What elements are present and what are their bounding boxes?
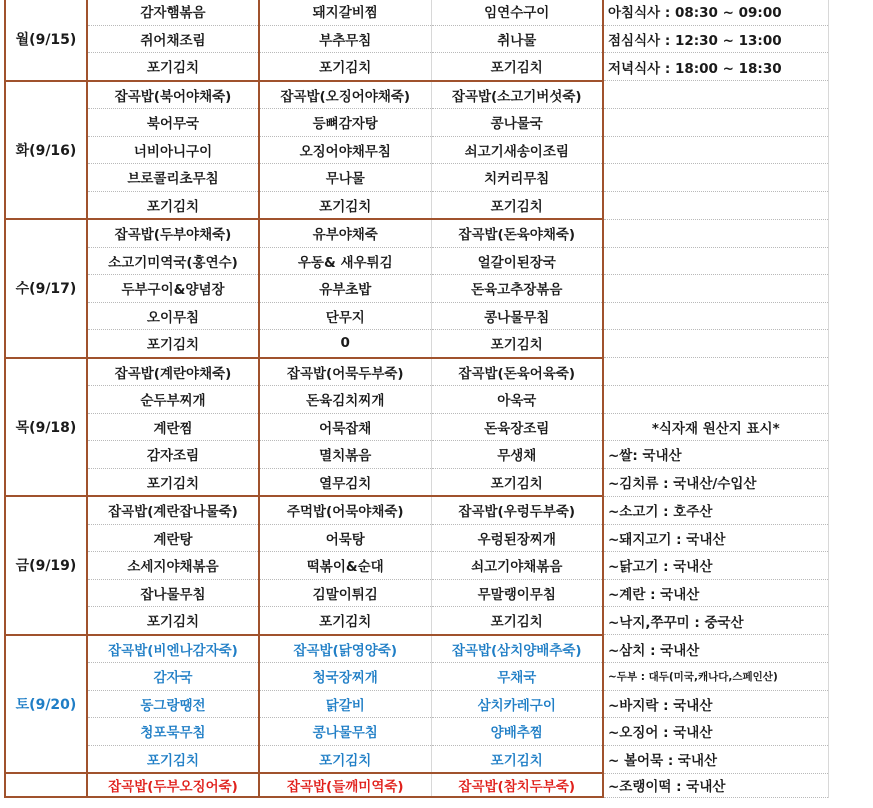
dinner-cell: 취나물 [431, 25, 603, 53]
origin-info: ~ 볼어묵 : 국내산 [603, 745, 828, 773]
dinner-cell: 돈육장조림 [431, 413, 603, 441]
day-label [5, 773, 87, 797]
empty-info-cell [603, 302, 828, 330]
dinner-cell: 무채국 [431, 663, 603, 691]
breakfast-cell: 소세지야채볶음 [87, 552, 259, 580]
breakfast-cell: 잡곡밥(두부야채죽) [87, 219, 259, 247]
lunch-cell: 포기김치 [259, 53, 431, 81]
empty-info-cell [603, 164, 828, 192]
breakfast-cell: 오이무침 [87, 302, 259, 330]
dinner-cell: 콩나물무침 [431, 302, 603, 330]
lunch-cell: 포기김치 [259, 191, 431, 219]
empty-info-cell [603, 275, 828, 303]
breakfast-cell: 두부구이&양념장 [87, 275, 259, 303]
table-row [5, 663, 828, 691]
table-row [5, 191, 828, 219]
origin-info: ~소고기 : 호주산 [603, 496, 828, 524]
dinner-cell: 포기김치 [431, 745, 603, 773]
lunch-cell: 돈육김치찌개 [259, 386, 431, 414]
meal-time-info: 점심식사 : 12:30 ~ 13:00 [603, 25, 828, 53]
breakfast-cell: 잡곡밥(비엔나감자죽) [87, 635, 259, 663]
dinner-cell: 포기김치 [431, 191, 603, 219]
table-row [5, 109, 828, 137]
day-label: 화(9/16) [5, 81, 87, 220]
breakfast-cell: 포기김치 [87, 191, 259, 219]
dinner-cell: 포기김치 [431, 330, 603, 358]
breakfast-cell: 브로콜리초무침 [87, 164, 259, 192]
lunch-cell: 어묵탕 [259, 524, 431, 552]
lunch-cell: 무나물 [259, 164, 431, 192]
weekly-meal-table [4, 0, 829, 798]
lunch-cell: 김말이튀김 [259, 579, 431, 607]
empty-info-cell [603, 191, 828, 219]
dinner-cell: 잡곡밥(삼치양배추죽) [431, 635, 603, 663]
origin-info: ~김치류 : 국내산/수입산 [603, 468, 828, 496]
breakfast-cell: 잡곡밥(계란야채죽) [87, 358, 259, 386]
dinner-cell: 쇠고기야채볶음 [431, 552, 603, 580]
lunch-cell: 어묵잡채 [259, 413, 431, 441]
breakfast-cell: 쥐어채조림 [87, 25, 259, 53]
dinner-cell: 무생채 [431, 441, 603, 469]
table-row [5, 358, 828, 386]
meal-time-info: 아침식사 : 08:30 ~ 09:00 [603, 0, 828, 25]
lunch-cell: 잡곡밥(들깨미역죽) [259, 773, 431, 797]
origin-info: ~돼지고기 : 국내산 [603, 524, 828, 552]
breakfast-cell: 청포묵무침 [87, 718, 259, 746]
dinner-cell: 잡곡밥(소고기버섯죽) [431, 81, 603, 109]
table-row [5, 0, 828, 25]
dinner-cell: 잡곡밥(돈육야채죽) [431, 219, 603, 247]
dinner-cell: 포기김치 [431, 53, 603, 81]
lunch-cell: 돼지갈비찜 [259, 0, 431, 25]
dinner-cell: 돈육고추장볶음 [431, 275, 603, 303]
table-row [5, 496, 828, 524]
origin-info: ~낙지,쭈꾸미 : 중국산 [603, 607, 828, 635]
dinner-cell: 임연수구이 [431, 0, 603, 25]
lunch-cell: 부추무침 [259, 25, 431, 53]
table-row [5, 81, 828, 109]
dinner-cell: 우렁된장찌개 [431, 524, 603, 552]
dinner-cell: 잡곡밥(참치두부죽) [431, 773, 603, 797]
day-label: 목(9/18) [5, 358, 87, 497]
breakfast-cell: 포기김치 [87, 53, 259, 81]
lunch-cell: 청국장찌개 [259, 663, 431, 691]
lunch-cell: 우동& 새우튀김 [259, 247, 431, 275]
table-row [5, 330, 828, 358]
dinner-cell: 콩나물국 [431, 109, 603, 137]
lunch-cell: 잡곡밥(닭영양죽) [259, 635, 431, 663]
lunch-cell: 잡곡밥(오징어야채죽) [259, 81, 431, 109]
lunch-cell: 떡볶이&순대 [259, 552, 431, 580]
lunch-cell: 포기김치 [259, 745, 431, 773]
breakfast-cell: 북어무국 [87, 109, 259, 137]
breakfast-cell: 감자햄볶음 [87, 0, 259, 25]
origin-info: ~닭고기 : 국내산 [603, 552, 828, 580]
lunch-cell: 주먹밥(어묵야채죽) [259, 496, 431, 524]
table-row [5, 25, 828, 53]
breakfast-cell: 잡나물무침 [87, 579, 259, 607]
breakfast-cell: 계란찜 [87, 413, 259, 441]
table-row [5, 164, 828, 192]
lunch-cell: 단무지 [259, 302, 431, 330]
empty-info-cell [603, 136, 828, 164]
day-label: 금(9/19) [5, 496, 87, 635]
lunch-cell: 오징어야채무침 [259, 136, 431, 164]
table-row [5, 635, 828, 663]
dinner-cell: 삼치카레구이 [431, 690, 603, 718]
lunch-cell: 유부초밥 [259, 275, 431, 303]
origin-info: ~오징어 : 국내산 [603, 718, 828, 746]
empty-info-cell [603, 219, 828, 247]
day-label: 월(9/15) [5, 0, 87, 81]
table-row [5, 136, 828, 164]
breakfast-cell: 포기김치 [87, 330, 259, 358]
dinner-cell: 쇠고기새송이조림 [431, 136, 603, 164]
table-row [5, 745, 828, 773]
table-row [5, 607, 828, 635]
empty-info-cell [603, 358, 828, 386]
table-row [5, 302, 828, 330]
breakfast-cell: 순두부찌개 [87, 386, 259, 414]
dinner-cell: 포기김치 [431, 468, 603, 496]
empty-info-cell [603, 247, 828, 275]
breakfast-cell: 소고기미역국(홍연수) [87, 247, 259, 275]
day-label: 수(9/17) [5, 219, 87, 358]
lunch-cell: 0 [259, 330, 431, 358]
breakfast-cell: 너비아니구이 [87, 136, 259, 164]
breakfast-cell: 감자조림 [87, 441, 259, 469]
breakfast-cell: 감자국 [87, 663, 259, 691]
origin-info: ~바지락 : 국내산 [603, 690, 828, 718]
dinner-cell: 얼갈이된장국 [431, 247, 603, 275]
breakfast-cell: 동그랑땡전 [87, 690, 259, 718]
empty-info-cell [603, 109, 828, 137]
table-row [5, 552, 828, 580]
table-row [5, 468, 828, 496]
origin-info: *식자재 원산지 표시* [603, 413, 828, 441]
dinner-cell: 포기김치 [431, 607, 603, 635]
table-row [5, 275, 828, 303]
table-row [5, 718, 828, 746]
origin-info: ~두부 : 대두(미국,캐나다,스페인산) [603, 663, 828, 691]
table-row [5, 386, 828, 414]
lunch-cell: 멸치볶음 [259, 441, 431, 469]
origin-info: ~계란 : 국내산 [603, 579, 828, 607]
meal-time-info: 저녁식사 : 18:00 ~ 18:30 [603, 53, 828, 81]
breakfast-cell: 잡곡밥(북어야채죽) [87, 81, 259, 109]
lunch-cell: 포기김치 [259, 607, 431, 635]
lunch-cell: 잡곡밥(어묵두부죽) [259, 358, 431, 386]
empty-info-cell [603, 81, 828, 109]
dinner-cell: 아욱국 [431, 386, 603, 414]
table-row [5, 524, 828, 552]
lunch-cell: 등뼈감자탕 [259, 109, 431, 137]
dinner-cell: 잡곡밥(돈육어육죽) [431, 358, 603, 386]
breakfast-cell: 계란탕 [87, 524, 259, 552]
lunch-cell: 닭갈비 [259, 690, 431, 718]
day-label: 토(9/20) [5, 635, 87, 774]
empty-info-cell [603, 330, 828, 358]
breakfast-cell: 포기김치 [87, 468, 259, 496]
lunch-cell: 콩나물무침 [259, 718, 431, 746]
dinner-cell: 치커리무침 [431, 164, 603, 192]
breakfast-cell: 잡곡밥(두부오징어죽) [87, 773, 259, 797]
lunch-cell: 열무김치 [259, 468, 431, 496]
origin-info: ~삼치 : 국내산 [603, 635, 828, 663]
table-row [5, 219, 828, 247]
table-row [5, 413, 828, 441]
table-row [5, 773, 828, 797]
lunch-cell: 유부야채죽 [259, 219, 431, 247]
breakfast-cell: 잡곡밥(계란잡나물죽) [87, 496, 259, 524]
breakfast-cell: 포기김치 [87, 607, 259, 635]
table-row [5, 690, 828, 718]
dinner-cell: 무말랭이무침 [431, 579, 603, 607]
dinner-cell: 양배추찜 [431, 718, 603, 746]
table-row [5, 53, 828, 81]
origin-info: ~쌀: 국내산 [603, 441, 828, 469]
table-row [5, 441, 828, 469]
table-row [5, 579, 828, 607]
table-row [5, 247, 828, 275]
breakfast-cell: 포기김치 [87, 745, 259, 773]
origin-info: ~조랭이떡 : 국내산 [603, 773, 828, 797]
dinner-cell: 잡곡밥(우렁두부죽) [431, 496, 603, 524]
empty-info-cell [603, 386, 828, 414]
